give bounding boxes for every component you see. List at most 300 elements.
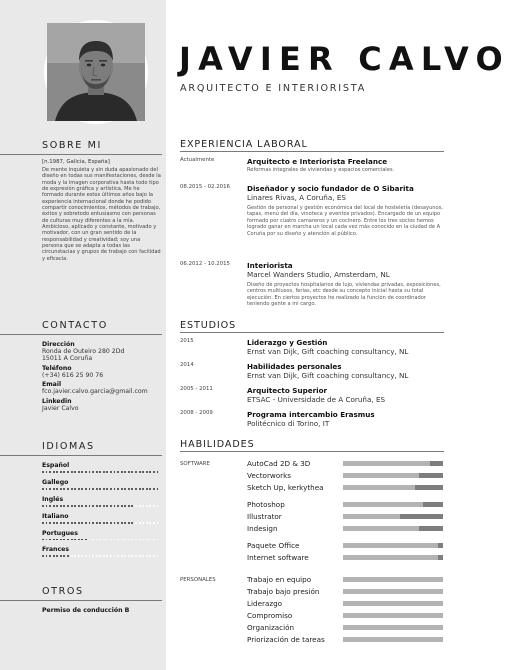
language-level-dot xyxy=(121,488,123,490)
language-level-dot xyxy=(114,471,116,473)
language-level-dot xyxy=(60,488,62,490)
language-level-dot xyxy=(135,555,137,557)
language-level-dot xyxy=(74,555,76,557)
skill-bar xyxy=(343,577,443,582)
skill-bar xyxy=(343,502,443,507)
language-level-dot xyxy=(96,471,98,473)
language-level-dot xyxy=(42,488,44,490)
language-level-dot xyxy=(146,539,148,541)
language-level-dot xyxy=(71,471,73,473)
skill-name: Paquete Office xyxy=(247,541,300,550)
education-title: ESTUDIOS xyxy=(180,320,237,331)
skill-item xyxy=(247,575,444,586)
language-level-dot xyxy=(63,471,65,473)
language-level-dot xyxy=(85,488,87,490)
language-level-dot xyxy=(71,555,73,557)
language-level-dot xyxy=(92,471,94,473)
language-level-dot xyxy=(67,488,69,490)
language-level-dot xyxy=(99,539,101,541)
language-level-dot xyxy=(92,539,94,541)
language-level-dot xyxy=(128,522,130,524)
language-level-dot xyxy=(124,555,126,557)
person-role: ARQUITECTO E INTERIORISTA xyxy=(180,83,367,94)
education-date: 2008 - 2009 xyxy=(180,410,213,416)
language-level-dot xyxy=(78,488,80,490)
language-level-dot xyxy=(63,488,65,490)
skill-bar xyxy=(343,473,443,478)
language-level-dot xyxy=(142,471,144,473)
language-level-dot xyxy=(124,539,126,541)
language-level-dot xyxy=(142,505,144,507)
language-level-dot xyxy=(85,522,87,524)
skill-bar xyxy=(343,514,443,519)
language-item xyxy=(42,462,162,473)
language-level-dot xyxy=(121,471,123,473)
language-level-dot xyxy=(42,505,44,507)
linkedin-value[interactable]: Javier Calvo xyxy=(42,404,79,412)
phone-label: Teléfono xyxy=(42,364,72,372)
language-level-dot xyxy=(146,555,148,557)
skill-item xyxy=(247,635,444,646)
language-level-dot xyxy=(157,488,159,490)
education-divider xyxy=(180,332,444,333)
language-level-dot xyxy=(96,505,98,507)
language-level-dots xyxy=(42,539,162,541)
language-level-dot xyxy=(117,505,119,507)
education-title-text: Liderazgo y Gestión xyxy=(247,338,328,347)
language-level-dot xyxy=(81,488,83,490)
about-section xyxy=(42,140,162,262)
skill-bar xyxy=(343,543,443,548)
language-level-dot xyxy=(131,505,133,507)
language-level-dot xyxy=(42,539,44,541)
language-level-dot xyxy=(89,488,91,490)
language-level-dot xyxy=(89,471,91,473)
language-level-dot xyxy=(114,522,116,524)
language-level-dot xyxy=(106,555,108,557)
language-level-dot xyxy=(74,522,76,524)
profile-photo-frame xyxy=(44,20,148,124)
language-level-dot xyxy=(135,522,137,524)
language-level-dot xyxy=(49,488,51,490)
language-level-dot xyxy=(71,488,73,490)
language-level-dot xyxy=(110,471,112,473)
education-item xyxy=(180,338,444,358)
experience-date: 06.2012 - 10.2015 xyxy=(180,261,230,267)
language-level-dots xyxy=(42,488,162,490)
contact-section xyxy=(42,320,162,412)
experience-item xyxy=(180,184,444,256)
experience-item xyxy=(180,157,444,187)
skill-name: Trabajo bajo presión xyxy=(247,587,320,596)
language-level-dot xyxy=(81,539,83,541)
language-level-dot xyxy=(81,471,83,473)
skill-item xyxy=(247,587,444,598)
language-level-dot xyxy=(46,488,48,490)
skill-item xyxy=(247,599,444,610)
language-level-dot xyxy=(135,505,137,507)
experience-date: Actualmente xyxy=(180,157,215,163)
language-level-dot xyxy=(153,555,155,557)
skill-name: Trabajo en equipo xyxy=(247,575,312,584)
skill-item xyxy=(247,611,444,622)
language-level-dot xyxy=(96,488,98,490)
language-level-dot xyxy=(149,488,151,490)
skill-item xyxy=(247,524,444,535)
about-text: De mente inquieta y sin duda apasionado del diseño en todas sus manifestaciones, desde la moda y la imagen corporativa hasta todo tipo de expresión gráfica y artística. Me he formado durante estos últimos años bajo la experiencia internacional donde he podido compartir conocimientos, métodos de trabajo, éxitos y sobretodo entusiasmo con personas de culturas muy diferentes a la mía. Ambicioso, aplicado y constante, motivado y motivador, con un gran sentido de la responsabilidad y creatividad; soy una persona que se adapta a todas las circunstacias y grupos de trabajo con facilidad y eficacia. xyxy=(42,167,161,262)
language-level-dot xyxy=(89,522,91,524)
skill-item xyxy=(247,471,444,482)
language-level-dot xyxy=(131,471,133,473)
language-level-dot xyxy=(99,505,101,507)
language-level-dot xyxy=(142,539,144,541)
experience-date: 08.2015 - 02.2016 xyxy=(180,184,230,190)
language-level-dot xyxy=(128,555,130,557)
skill-bar-fill xyxy=(343,461,430,466)
language-level-dot xyxy=(114,555,116,557)
language-level-dot xyxy=(63,539,65,541)
language-level-dot xyxy=(56,522,58,524)
skill-item xyxy=(247,459,444,470)
language-level-dot xyxy=(67,522,69,524)
language-level-dot xyxy=(63,555,65,557)
language-level-dot xyxy=(153,539,155,541)
skill-item xyxy=(247,483,444,494)
language-level-dot xyxy=(114,488,116,490)
skill-bar-fill xyxy=(343,502,423,507)
language-level-dot xyxy=(135,488,137,490)
skill-name: AutoCad 2D & 3D xyxy=(247,459,311,468)
skill-item xyxy=(247,500,444,511)
language-level-dot xyxy=(128,488,130,490)
language-level-dot xyxy=(124,522,126,524)
language-item xyxy=(42,479,162,490)
language-level-dot xyxy=(139,505,141,507)
language-level-dot xyxy=(67,539,69,541)
language-level-dot xyxy=(46,505,48,507)
language-level-dot xyxy=(85,539,87,541)
skill-bar-fill xyxy=(343,555,438,560)
language-level-dot xyxy=(103,505,105,507)
language-level-dot xyxy=(117,522,119,524)
language-level-dot xyxy=(103,555,105,557)
language-level-dot xyxy=(42,555,44,557)
profile-photo xyxy=(47,23,145,121)
language-level-dot xyxy=(121,539,123,541)
language-level-dot xyxy=(135,539,137,541)
software-label: SOFTWARE xyxy=(180,461,210,467)
language-level-dot xyxy=(121,555,123,557)
language-level-dot xyxy=(110,555,112,557)
education-institution: Politécnico di Torino, IT xyxy=(247,419,330,428)
language-level-dot xyxy=(99,488,101,490)
skill-bar-fill xyxy=(343,514,400,519)
language-level-dots xyxy=(42,555,162,557)
language-item xyxy=(42,513,162,524)
language-level-dot xyxy=(92,522,94,524)
language-level-dot xyxy=(92,505,94,507)
skill-bar-fill xyxy=(343,637,443,642)
language-level-dot xyxy=(139,539,141,541)
language-level-dot xyxy=(139,522,141,524)
languages-title: IDIOMAS xyxy=(42,441,95,452)
language-level-dot xyxy=(103,488,105,490)
language-level-dot xyxy=(71,522,73,524)
language-level-dot xyxy=(114,539,116,541)
skill-bar-fill xyxy=(343,543,438,548)
language-name: Español xyxy=(42,462,70,469)
experience-divider xyxy=(180,151,444,152)
skill-name: Organización xyxy=(247,623,295,632)
experience-title: EXPERIENCIA LABORAL xyxy=(180,139,308,150)
language-level-dot xyxy=(92,555,94,557)
language-level-dot xyxy=(106,471,108,473)
language-level-dot xyxy=(146,505,148,507)
language-level-dot xyxy=(149,555,151,557)
language-level-dot xyxy=(42,471,44,473)
skill-bar xyxy=(343,461,443,466)
language-level-dot xyxy=(81,555,83,557)
skill-name: Internet software xyxy=(247,553,309,562)
personal-label: PERSONALES xyxy=(180,577,216,583)
language-level-dot xyxy=(103,471,105,473)
language-level-dot xyxy=(53,488,55,490)
experience-position: Diseñador y socio fundador de O Sibarita xyxy=(247,184,414,193)
others-section xyxy=(42,586,162,614)
language-level-dot xyxy=(128,471,130,473)
language-level-dot xyxy=(106,488,108,490)
linkedin-label: Linkedin xyxy=(42,397,72,405)
skill-bar xyxy=(343,601,443,606)
language-level-dot xyxy=(89,505,91,507)
portrait-icon xyxy=(47,23,145,121)
language-level-dot xyxy=(157,522,159,524)
skill-bar xyxy=(343,555,443,560)
language-level-dot xyxy=(60,505,62,507)
language-level-dot xyxy=(131,522,133,524)
skill-item xyxy=(247,541,444,552)
education-title-text: Habilidades personales xyxy=(247,362,342,371)
language-level-dot xyxy=(99,555,101,557)
experience-company: Linares Rivas, A Coruña, ES xyxy=(247,193,346,202)
language-level-dot xyxy=(74,488,76,490)
skill-bar xyxy=(343,526,443,531)
language-level-dot xyxy=(46,471,48,473)
language-level-dot xyxy=(74,505,76,507)
language-level-dots xyxy=(42,522,162,524)
language-level-dots xyxy=(42,505,162,507)
language-level-dot xyxy=(124,471,126,473)
language-level-dot xyxy=(157,539,159,541)
language-level-dot xyxy=(149,539,151,541)
language-level-dot xyxy=(139,488,141,490)
language-item xyxy=(42,496,162,507)
skill-item xyxy=(247,512,444,523)
language-level-dot xyxy=(117,471,119,473)
language-level-dot xyxy=(53,505,55,507)
sidebar xyxy=(0,0,166,670)
language-level-dot xyxy=(78,539,80,541)
language-level-dot xyxy=(67,505,69,507)
skill-bar xyxy=(343,637,443,642)
language-level-dot xyxy=(124,488,126,490)
language-level-dot xyxy=(78,505,80,507)
language-item xyxy=(42,546,162,557)
about-birth: [n.1987, Galicia, España] xyxy=(42,159,110,165)
skill-bar xyxy=(343,625,443,630)
language-level-dot xyxy=(46,522,48,524)
skill-bar xyxy=(343,613,443,618)
about-title: SOBRE MI xyxy=(42,140,102,151)
skill-bar-fill xyxy=(343,577,443,582)
others-text: Permiso de conducción B xyxy=(42,607,130,614)
experience-position: Interiorista xyxy=(247,261,293,270)
language-level-dot xyxy=(124,505,126,507)
skill-bar-fill xyxy=(343,473,419,478)
email-label: Email xyxy=(42,381,62,389)
language-level-dot xyxy=(153,505,155,507)
language-level-dot xyxy=(60,522,62,524)
language-level-dot xyxy=(131,555,133,557)
language-level-dot xyxy=(142,488,144,490)
language-level-dot xyxy=(149,471,151,473)
language-level-dot xyxy=(149,522,151,524)
skill-name: Priorización de tareas xyxy=(247,635,325,644)
language-level-dot xyxy=(67,555,69,557)
skill-bar xyxy=(343,485,443,490)
experience-description: Diseño de proyectos hospitalarios de lujo, viviendas privadas, exposiciones, centros multiusos, ferias, etc desde su concepto inicial hasta su total ejecución. En ciertos proyectos he realizado la función de coordinador teniendo gente a mi cargo. xyxy=(247,282,441,308)
skill-name: Liderazgo xyxy=(247,599,283,608)
education-item xyxy=(180,362,444,382)
language-level-dot xyxy=(60,539,62,541)
language-level-dot xyxy=(153,471,155,473)
education-institution: Ernst van Dijk, Gift coaching consultancy, NL xyxy=(247,371,409,380)
language-level-dot xyxy=(103,539,105,541)
language-level-dot xyxy=(60,471,62,473)
others-divider xyxy=(0,600,162,601)
language-level-dot xyxy=(49,505,51,507)
language-level-dot xyxy=(81,505,83,507)
skill-bar-fill xyxy=(343,601,443,606)
language-level-dot xyxy=(49,471,51,473)
language-level-dot xyxy=(53,539,55,541)
language-level-dot xyxy=(128,539,130,541)
language-level-dot xyxy=(110,488,112,490)
language-level-dot xyxy=(99,522,101,524)
language-name: Portugues xyxy=(42,529,78,537)
education-date: 2015 xyxy=(180,338,194,344)
education-item xyxy=(180,386,444,406)
language-level-dot xyxy=(106,505,108,507)
language-level-dot xyxy=(135,471,137,473)
skill-bar-fill xyxy=(343,526,419,531)
language-level-dot xyxy=(85,471,87,473)
language-level-dot xyxy=(146,471,148,473)
language-level-dot xyxy=(142,555,144,557)
skill-name: Vectorworks xyxy=(247,471,292,480)
language-level-dot xyxy=(157,505,159,507)
language-level-dot xyxy=(96,555,98,557)
language-level-dot xyxy=(96,539,98,541)
language-level-dot xyxy=(56,539,58,541)
language-level-dot xyxy=(60,555,62,557)
language-level-dot xyxy=(53,522,55,524)
language-level-dot xyxy=(53,555,55,557)
language-level-dot xyxy=(146,522,148,524)
language-level-dot xyxy=(153,488,155,490)
education-title-text: Arquitecto Superior xyxy=(247,386,328,395)
language-level-dot xyxy=(56,505,58,507)
language-level-dot xyxy=(53,471,55,473)
language-level-dot xyxy=(74,539,76,541)
language-level-dot xyxy=(110,522,112,524)
languages-list xyxy=(42,462,162,557)
language-level-dot xyxy=(131,539,133,541)
language-level-dot xyxy=(110,505,112,507)
language-level-dot xyxy=(128,505,130,507)
language-level-dot xyxy=(42,522,44,524)
language-level-dot xyxy=(121,505,123,507)
language-level-dot xyxy=(103,522,105,524)
language-name: Inglés xyxy=(42,495,64,503)
language-level-dot xyxy=(99,471,101,473)
language-level-dot xyxy=(117,488,119,490)
language-item xyxy=(42,530,162,541)
language-level-dot xyxy=(131,488,133,490)
language-level-dot xyxy=(49,555,51,557)
language-level-dot xyxy=(157,555,159,557)
language-level-dot xyxy=(56,488,58,490)
skill-bar-fill xyxy=(343,589,443,594)
language-level-dot xyxy=(71,539,73,541)
education-item xyxy=(180,410,444,430)
language-name: Italiano xyxy=(42,512,69,520)
language-name: Gallego xyxy=(42,478,69,486)
language-level-dot xyxy=(71,505,73,507)
language-level-dot xyxy=(117,539,119,541)
skill-name: Illustrator xyxy=(247,512,282,521)
skill-bar xyxy=(343,589,443,594)
language-level-dot xyxy=(78,555,80,557)
language-level-dot xyxy=(49,539,51,541)
language-level-dot xyxy=(106,539,108,541)
skill-name: Photoshop xyxy=(247,500,285,509)
phone-value[interactable]: (+34) 616 25 90 76 xyxy=(42,371,104,379)
skill-item xyxy=(247,553,444,564)
language-level-dot xyxy=(89,555,91,557)
language-level-dot xyxy=(153,522,155,524)
language-level-dot xyxy=(142,522,144,524)
language-name: Frances xyxy=(42,546,70,554)
language-level-dot xyxy=(114,505,116,507)
language-level-dot xyxy=(63,522,65,524)
education-institution: ETSAC - Universidade de A Coruña, ES xyxy=(247,395,386,404)
person-name: JAVIER CALVO xyxy=(179,40,510,78)
language-level-dot xyxy=(139,471,141,473)
skill-name: Sketch Up, kerkythea xyxy=(247,483,324,492)
language-level-dot xyxy=(96,522,98,524)
email-value[interactable]: fco.javier.calvo.garcia@gmail.com xyxy=(42,388,148,396)
languages-section xyxy=(42,441,162,557)
language-level-dot xyxy=(78,471,80,473)
address-label: Dirección xyxy=(42,341,75,348)
language-level-dot xyxy=(46,539,48,541)
education-title-text: Programa intercambio Erasmus xyxy=(247,410,375,419)
language-level-dot xyxy=(56,555,58,557)
experience-description: Gestión de personal y gestión económica del local de hostelería (desayunos, tapas, menú del día, vinoteca y eventos privados). Encargado de un equipo formado por cuatro camareros y un cocinero. Entre los tres socios hemos logrado ganar en marcha un local cada vez más conocido en la ciudad de A Coruña por su diseño y atención al público. xyxy=(247,205,443,237)
language-level-dot xyxy=(92,488,94,490)
education-date: 2014 xyxy=(180,362,194,368)
